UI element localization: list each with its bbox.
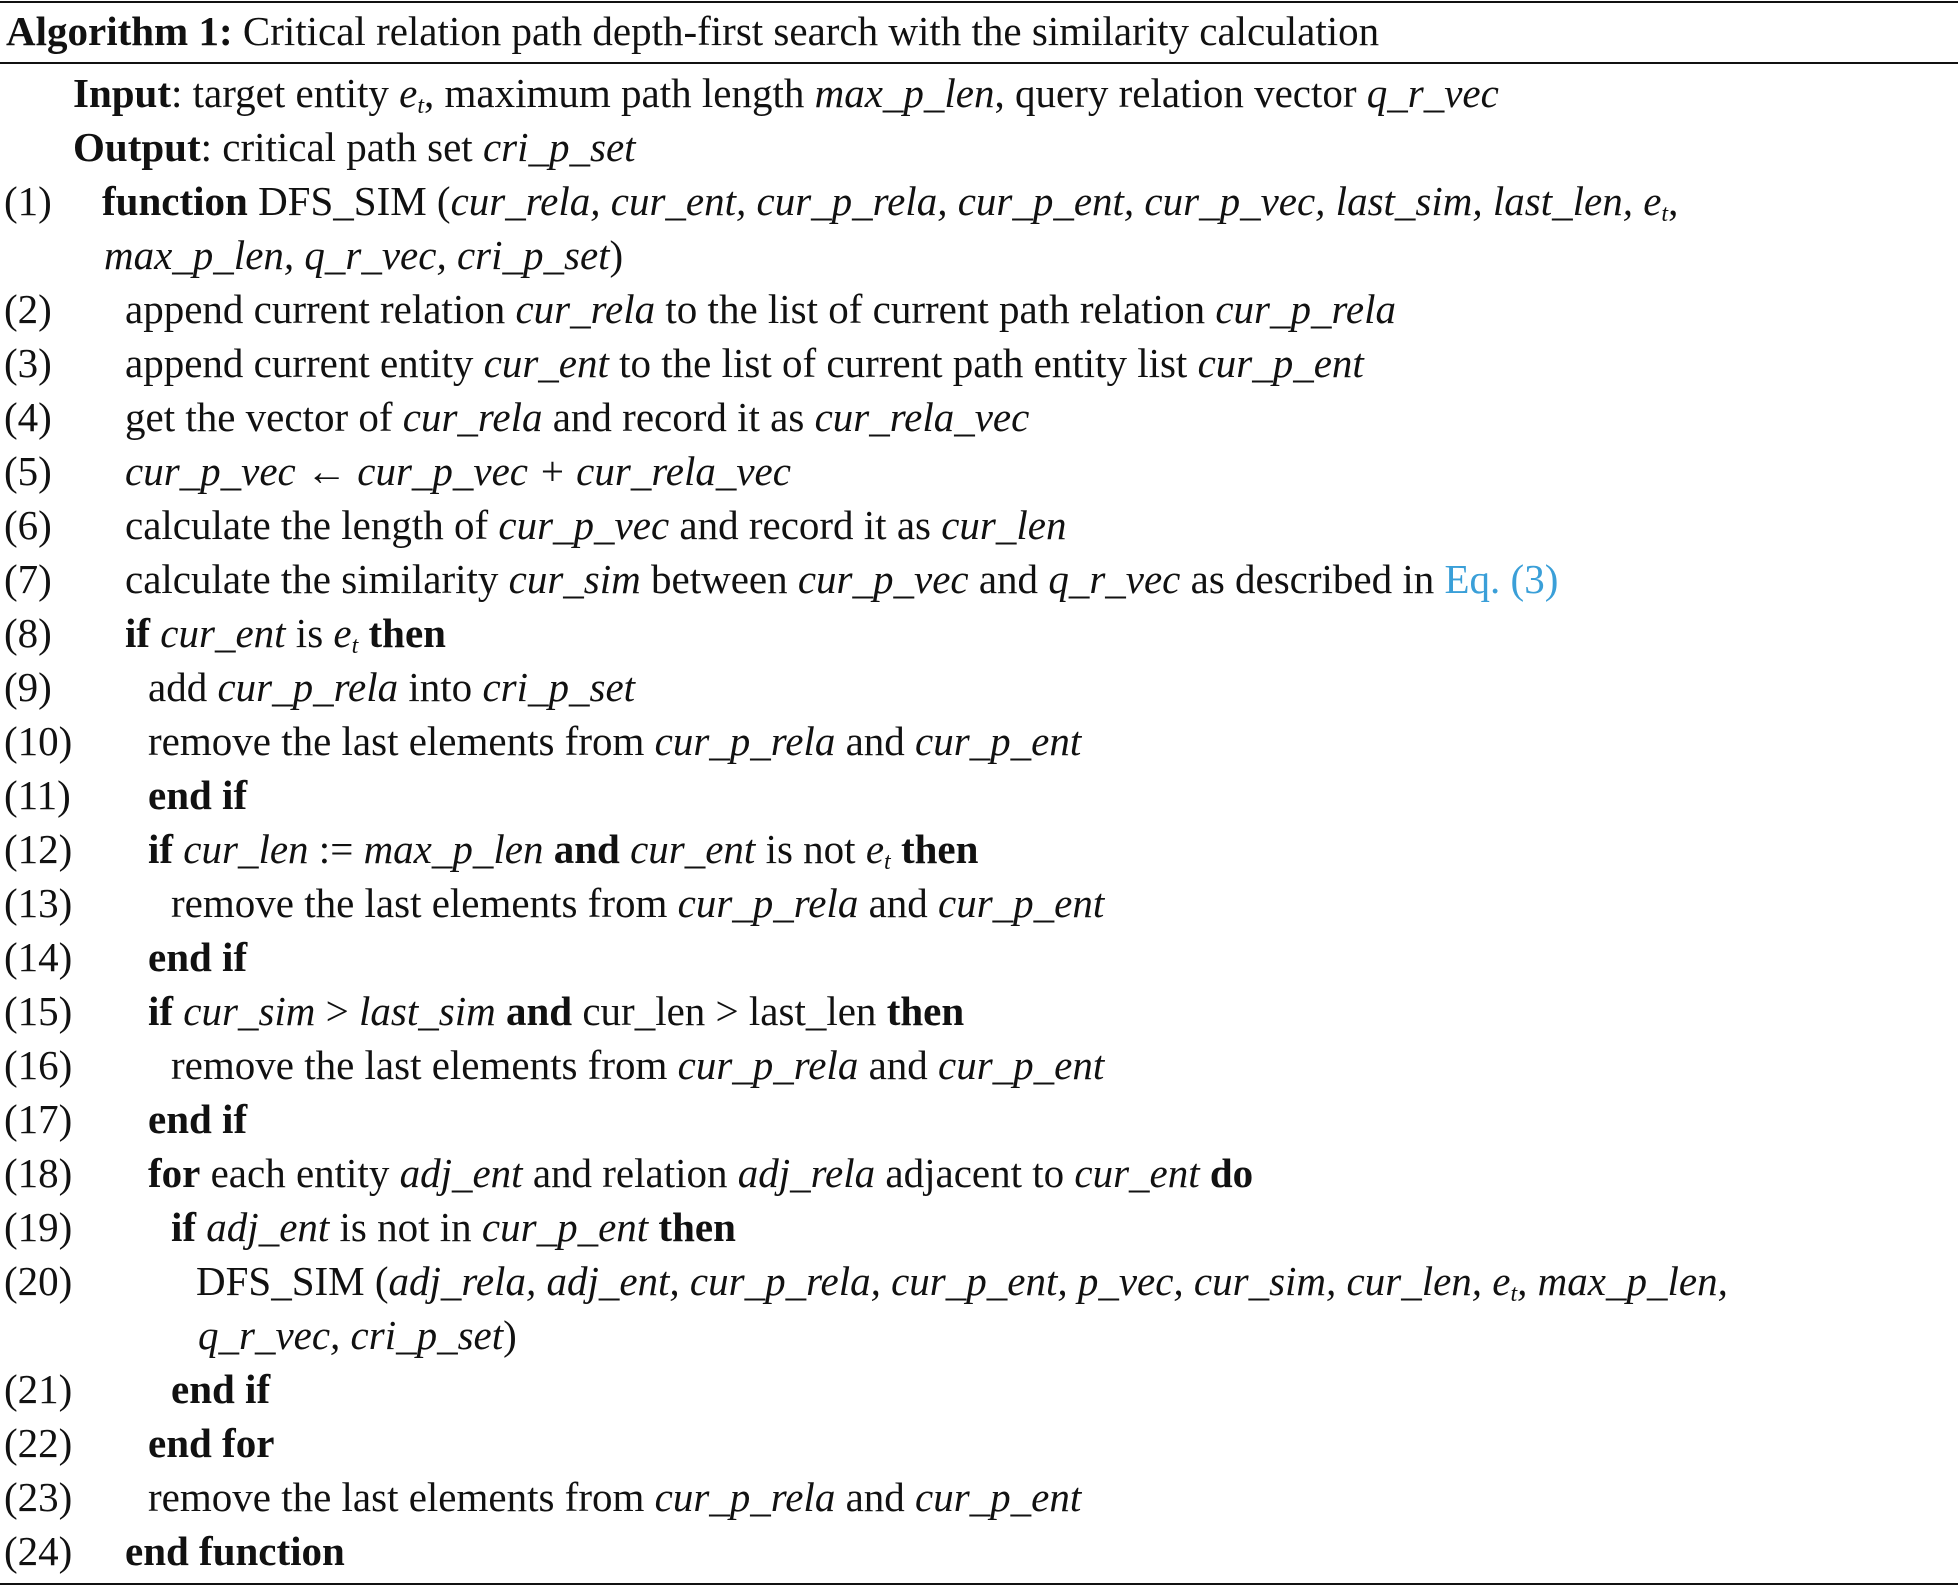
algo-line-20: (20) DFS_SIM (adj_rela, adj_ent, cur_p_rela, cur_p_ent, p_vec, cur_sim, cur_len, $e_t$, max_p_len, q_r_vec, cri_p_set): [4, 1258, 1728, 1358]
output-line: Output: critical path set cri_p_set: [73, 124, 636, 170]
bottom-rule: [0, 1583, 1958, 1585]
algorithm-block: Algorithm 1: Critical relation path depth-first search with the similarity calculation Input: target entity $e_t$, maximum path length max_p_len, query relation vector q_r_vec Output: critical path set cri_p_set (1) function DFS_SIM (cur_rela, cur_ent, cur_p_rela, cur_p_ent, cur_p_vec, last_sim, last_len, $e_t$, max_p_len, q_r_vec, cri_p_set) (2) append current relation cur_rela to the list of current path relation cur_p_rela (3) append current entity cur_ent to the list of current path entity list cur_p_ent (4) get the vector of cur_rela and record it as cur_rela_vec (5) cur_p_vec ← cur_p_vec + cur_rela_vec (6) calculate the length of cur_p_vec and record it as cur_len (7) calculate the similarity cur_sim between cur_p_vec and q_r_vec as described in Eq. (3) (8) if cur_ent is $e_t$ then (9) add cur_p_rela into cri_p_set (10) remove the last elements from cur_p_rela and cur_p_ent (11) end if (12) if cur_len := max_p_len and cur_ent is not $e_t$ then (13) remove the last elements from cur_p_rela and cur_p_ent (14) end if (15) if cur_sim > last_sim and cur_len > last_len then (16) remove the last elements from cur_p_rela and cur_p_ent (17) end if (18) for each entity adj_ent and relation adj_rela adjacent to cur_ent do (19) if adj_ent is not in cur_p_ent then (20) DFS_SIM (adj_rela, adj_ent, cur_p_rela, cur_p_ent, p_vec, cur_sim, cur_len, $e_t$, max_p_len, q_r_vec, cri_p_set) (21) end if (22) end for (23) remove the last elements from cur_p_rela and cur_p_ent (24) end function: [0, 0, 1958, 1587]
algo-line-1: (1) function DFS_SIM (cur_rela, cur_ent, cur_p_rela, cur_p_ent, cur_p_vec, last_sim, last_len, $e_t$, max_p_len, q_r_vec, cri_p_set): [0, 174, 1958, 282]
algorithm-title-text: Critical relation path depth-first search with the similarity calculation: [242, 8, 1380, 54]
equation-reference-link[interactable]: Eq. (3): [1444, 556, 1559, 602]
top-rule: [0, 1, 1958, 3]
input-line: Input: target entity $e_t$, maximum path length max_p_len, query relation vector q_r_vec: [73, 70, 1499, 119]
line-number: (1): [4, 178, 52, 224]
header-rule: [0, 62, 1958, 64]
algorithm-title-label: Algorithm 1:: [6, 8, 233, 54]
algorithm-title: [6, 6, 1379, 56]
